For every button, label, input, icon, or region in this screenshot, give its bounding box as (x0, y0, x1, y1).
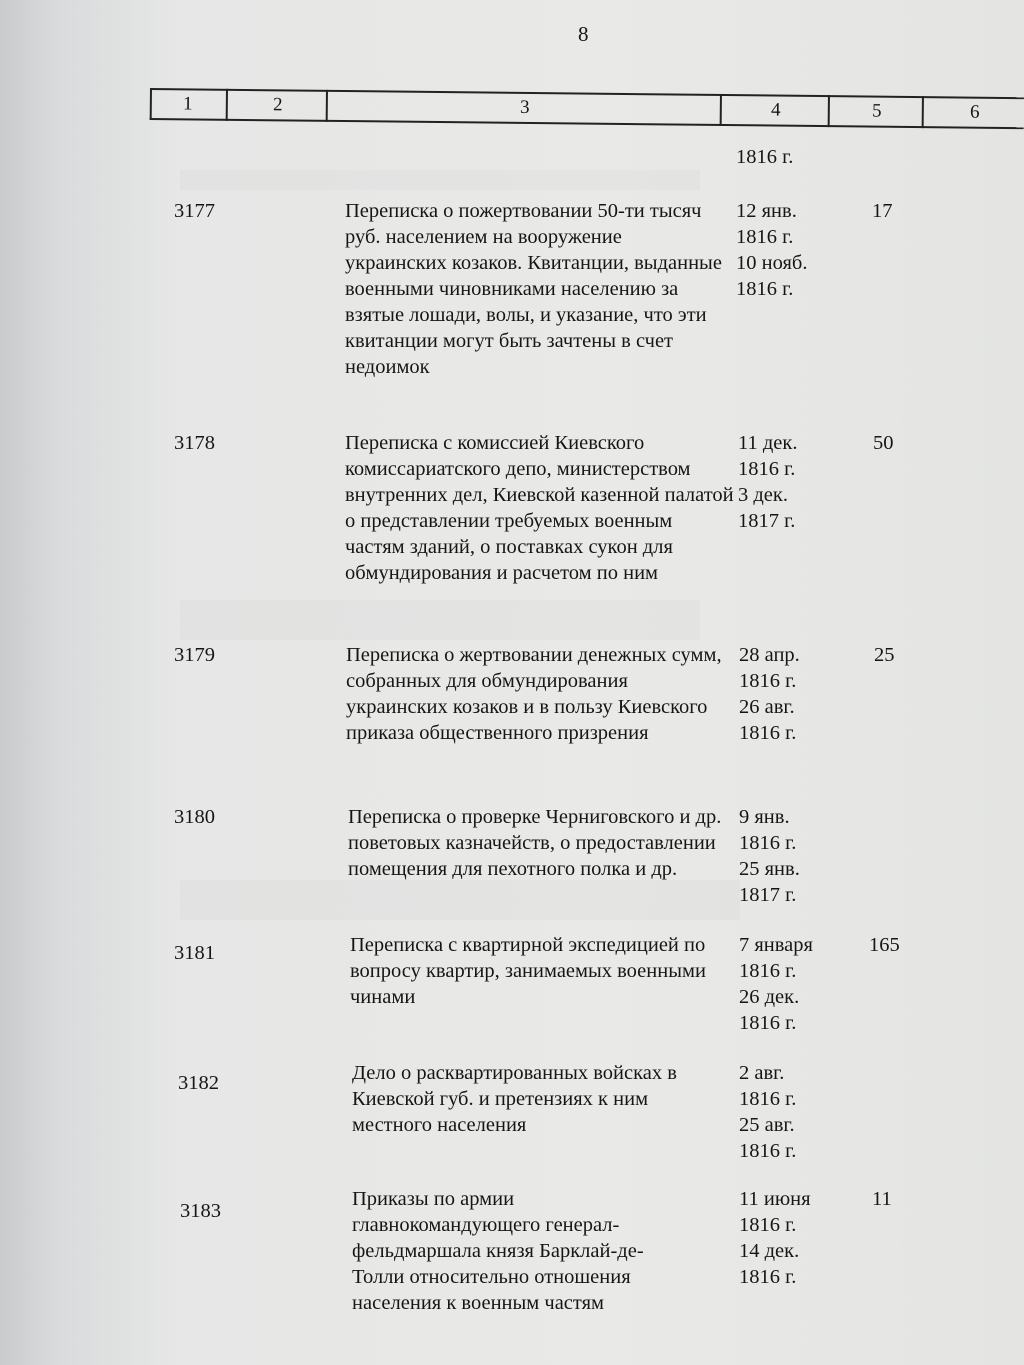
entry-description: Переписка с квартирной экспедицией по вопросу квартир, занимаемых военными чинами (350, 934, 706, 1008)
entry-sheet-count: 11 (872, 1188, 892, 1210)
date-start-year: 1816 г. (739, 1088, 797, 1110)
entry-description: Переписка о проверке Черниговского и др. поветовых казначейств, о предоставлении помещения для пехотного полка и др. (348, 806, 722, 880)
entry-dates (739, 1186, 839, 1290)
column-header-4: 4 (720, 94, 830, 127)
date-start-year: 1816 г. (739, 670, 797, 692)
date-end-year: 1816 г. (739, 1266, 797, 1288)
entry-sheet-count: 165 (869, 934, 900, 956)
entry-dates (739, 804, 839, 908)
entry-dates (739, 932, 849, 1036)
date-start-year: 1816 г. (739, 960, 797, 982)
date-end-day: 26 дек. (739, 986, 800, 1008)
date-start-day: 11 июня (739, 1188, 811, 1210)
entry-number: 3183 (180, 1200, 221, 1222)
entry-dates (739, 1060, 839, 1164)
date-end-year: 1817 г. (738, 510, 796, 532)
date-start-day: 28 апр. (739, 644, 800, 666)
date-end-year: 1816 г. (739, 1140, 797, 1162)
date-start-day: 11 дек. (738, 432, 798, 454)
carry-over-date: 1816 г. (736, 146, 794, 168)
entry-number: 3180 (174, 806, 215, 828)
date-end-day: 25 авг. (739, 1114, 795, 1136)
entry-dates (739, 642, 839, 746)
entry-number: 3177 (174, 200, 215, 222)
entry-dates (738, 430, 838, 534)
entry-description: Переписка о жертвовании денежных сумм, собранных для обмундирования украинских козаков и в пользу Киевского приказа общественного призрения (346, 644, 722, 744)
date-end-day: 26 авг. (739, 696, 795, 718)
date-end-day: 10 нояб. (736, 252, 808, 274)
bleed-through-shadow (180, 880, 740, 920)
date-start-year: 1816 г. (736, 226, 794, 248)
column-header-table (150, 88, 1024, 129)
date-end-year: 1816 г. (736, 278, 794, 300)
column-header-2: 2 (226, 89, 328, 122)
date-start-year: 1816 г. (739, 832, 797, 854)
date-end-year: 1817 г. (739, 884, 797, 906)
date-end-year: 1816 г. (739, 722, 797, 744)
column-header-1: 1 (182, 93, 193, 115)
entry-description: Дело о расквартированных войсках в Киевской губ. и претензиях к ним местного населения (352, 1062, 677, 1136)
entry-description: Приказы по армии главнокомандующего генерал-фельдмаршала князя Барклай-де-Толли относительно отношения населения к военным частям (352, 1188, 644, 1314)
entry-dates (736, 198, 836, 302)
entry-sheet-count: 25 (874, 644, 895, 666)
date-start-day: 9 янв. (739, 806, 790, 828)
column-header-6: 6 (922, 96, 1024, 129)
entry-number: 3179 (174, 644, 215, 666)
entry-sheet-count: 17 (872, 200, 893, 222)
page-number: 8 (578, 22, 589, 46)
date-start-day: 2 авг. (739, 1062, 785, 1084)
entry-description: Переписка с комиссией Киевского комиссариатского депо, министерством внутренних дел, Киевской казенной палатой о представлении требуемых военным частям зданий, о поставках сукон для обмундирования и расчетом по ним (345, 432, 734, 584)
bleed-through-shadow (180, 170, 700, 190)
entry-description: Переписка о пожертвовании 50-ти тысяч руб. населением на вооружение украинских козаков. Квитанции, выданные военными чиновниками населению за взятые лошади, волы, и указание, что эти квитанции могут быть зачтены в счет недоимок (345, 200, 722, 378)
entry-sheet-count: 50 (873, 432, 894, 454)
date-end-day: 25 янв. (739, 858, 800, 880)
column-header-3: 3 (326, 90, 722, 126)
entry-number: 3181 (174, 942, 215, 964)
date-start-day: 7 января (739, 934, 813, 956)
entry-number: 3178 (174, 432, 215, 454)
entry-number: 3182 (178, 1072, 219, 1094)
date-start-year: 1816 г. (739, 1214, 797, 1236)
bleed-through-shadow (180, 600, 700, 640)
date-end-day: 14 дек. (739, 1240, 800, 1262)
date-start-day: 12 янв. (736, 200, 797, 222)
column-header-5: 5 (828, 95, 924, 128)
date-start-year: 1816 г. (738, 458, 796, 480)
date-end-year: 1816 г. (739, 1012, 797, 1034)
date-end-day: 3 дек. (738, 484, 788, 506)
